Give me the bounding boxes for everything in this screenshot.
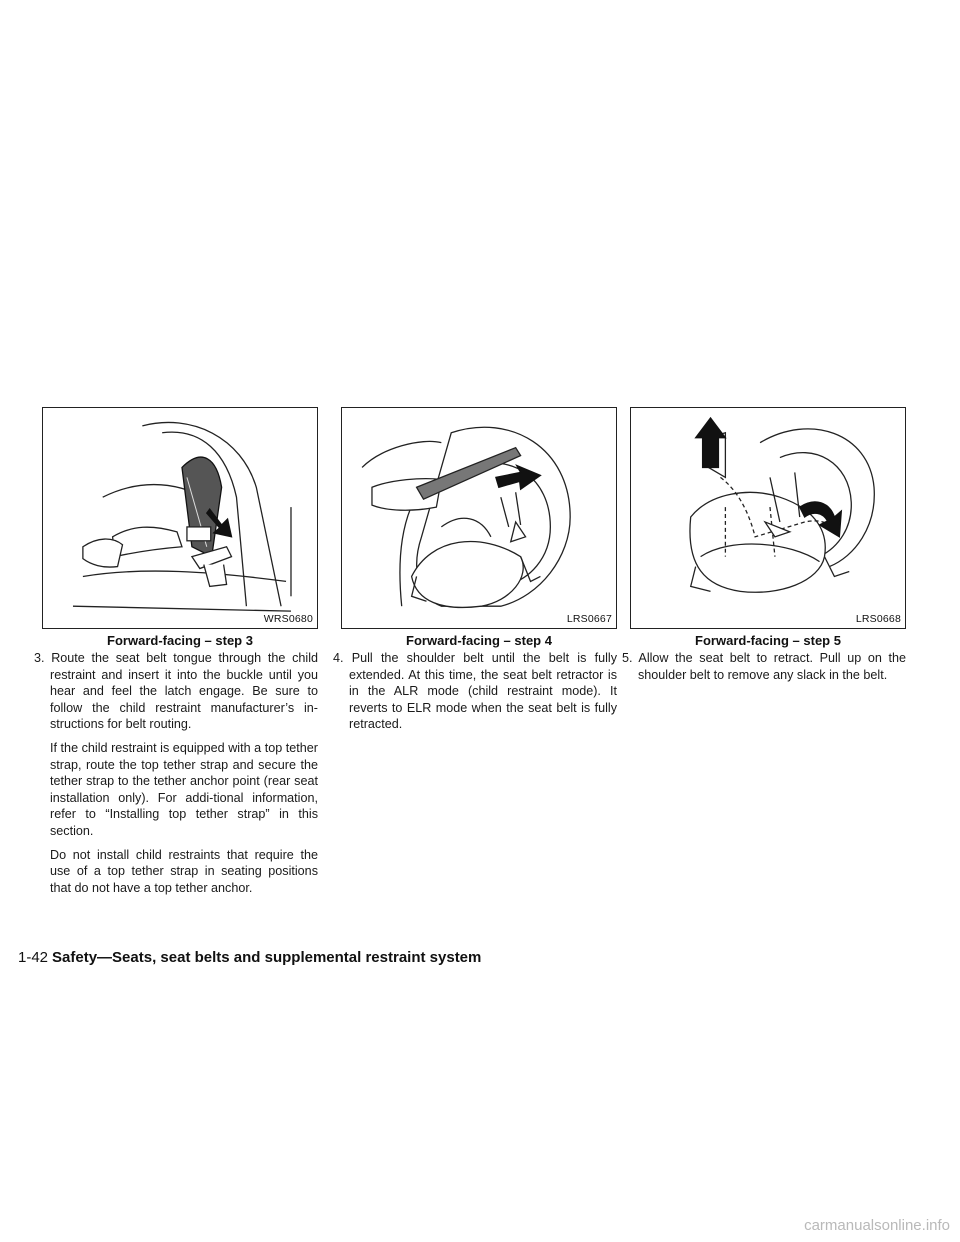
figure-code: LRS0668 (855, 613, 901, 625)
figure-code: WRS0680 (263, 613, 313, 625)
column-step-5 (614, 650, 906, 683)
child-seat-shoulder-belt-illustration (342, 408, 616, 628)
section-title: Safety—Seats, seat belts and supplemental restraint system (52, 949, 482, 966)
step-5-text: 5. Allow the seat belt to retract. Pull up on the shoulder belt to remove any slack in the belt. (622, 651, 906, 682)
figure-step-5 (630, 407, 906, 629)
page-number: 1-42 (18, 949, 49, 966)
figure-code: LRS0667 (566, 613, 612, 625)
watermark: carmanualsonline.info (804, 1217, 950, 1234)
figure-caption-step-3: Forward-facing – step 3 (107, 633, 253, 648)
figure-caption-step-5: Forward-facing – step 5 (695, 633, 841, 648)
step-3-text: 3. Route the seat belt tongue through the child restraint and insert it into the buckle until you hear and feel the latch engage. Be sure to follow the child restraint manufacturer’s in-structions for belt routing. (34, 651, 318, 732)
seat-belt-retract-illustration (631, 408, 905, 628)
figure-step-3 (42, 407, 318, 629)
column-step-3 (26, 650, 318, 896)
step-3-tether-paragraph: If the child restraint is equipped with a top tether strap, route the top tether strap and secure the tether strap to the tether anchor point (rear seat installation only). For addi-tional information, refer to “Installing top tether strap” in this section. (50, 740, 318, 838)
page-footer (18, 949, 481, 966)
figure-caption-step-4: Forward-facing – step 4 (406, 633, 552, 648)
seat-belt-buckle-illustration (43, 408, 317, 628)
figure-step-4 (341, 407, 617, 629)
column-step-4 (325, 650, 617, 733)
step-4-text: 4. Pull the shoulder belt until the belt is fully extended. At this time, the seat belt retractor is in the ALR mode (child restraint mode). It reverts to ELR mode when the seat belt is fully retracted. (333, 651, 617, 732)
step-3-warning-paragraph: Do not install child restraints that require the use of a top tether strap in seating positions that do not have a top tether anchor. (50, 847, 318, 895)
